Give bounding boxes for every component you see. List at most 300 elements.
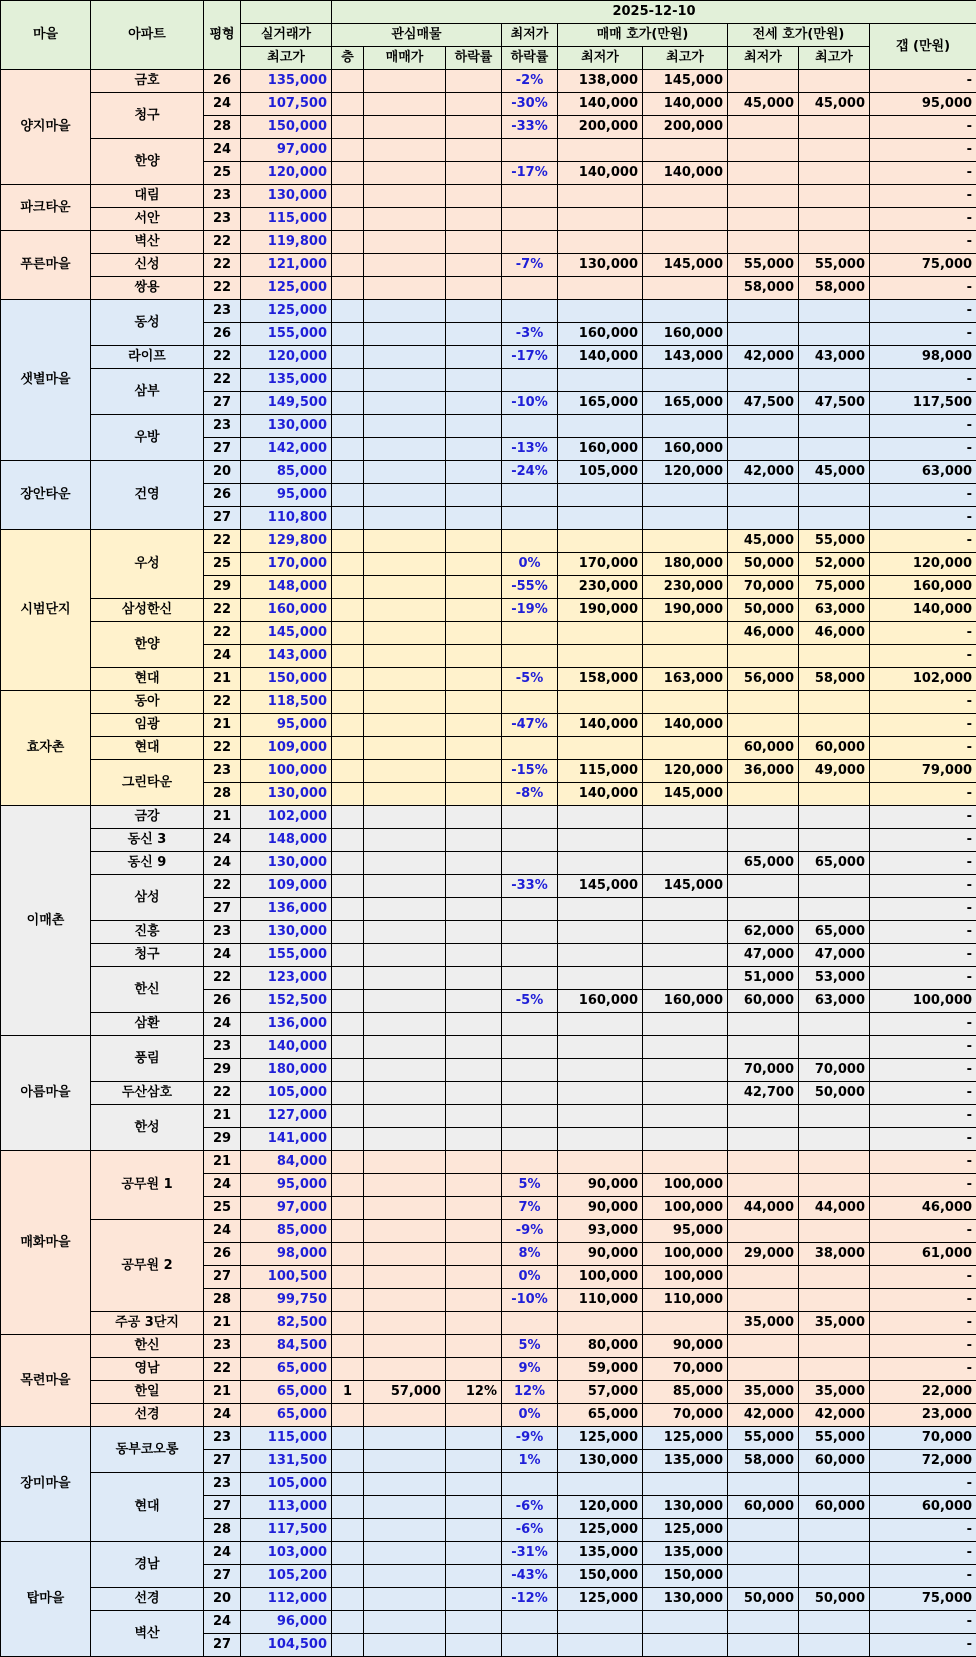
trade-max-cell: 155,000	[241, 944, 332, 967]
gap-cell: -	[870, 1611, 976, 1634]
floor-cell	[332, 415, 364, 438]
sale-max-cell	[643, 691, 728, 714]
min-drop-rate-cell: -19%	[502, 599, 558, 622]
trade-max-cell: 115,000	[241, 1427, 332, 1450]
sale-min-cell: 230,000	[558, 576, 643, 599]
sale-min-cell: 80,000	[558, 1335, 643, 1358]
size-cell: 22	[204, 622, 241, 645]
sale-max-cell	[643, 898, 728, 921]
min-drop-rate-cell	[502, 1082, 558, 1105]
floor-cell	[332, 1496, 364, 1519]
apartment-name-cell: 현대	[91, 1473, 204, 1542]
jeonse-min-cell	[728, 208, 799, 231]
jeonse-min-cell	[728, 783, 799, 806]
drop-rate-cell	[446, 1151, 502, 1174]
apartment-name-cell: 임광	[91, 714, 204, 737]
sale-min-cell: 130,000	[558, 1450, 643, 1473]
jeonse-min-cell	[728, 1542, 799, 1565]
jeonse-min-cell: 44,000	[728, 1197, 799, 1220]
gap-cell: 79,000	[870, 760, 976, 783]
floor-cell	[332, 392, 364, 415]
sale-min-cell: 93,000	[558, 1220, 643, 1243]
drop-rate-cell	[446, 277, 502, 300]
floor-cell	[332, 1128, 364, 1151]
min-drop-rate-cell	[502, 829, 558, 852]
size-cell: 27	[204, 1450, 241, 1473]
drop-rate-cell	[446, 392, 502, 415]
sale-min-cell: 110,000	[558, 1289, 643, 1312]
jeonse-min-cell	[728, 185, 799, 208]
floor-cell	[332, 921, 364, 944]
apartment-name-cell: 쌍용	[91, 277, 204, 300]
sale-max-cell: 145,000	[643, 875, 728, 898]
jeonse-min-cell	[728, 484, 799, 507]
jeonse-min-cell	[728, 714, 799, 737]
min-drop-rate-cell	[502, 1611, 558, 1634]
sale-min-cell	[558, 1473, 643, 1496]
floor-cell	[332, 1312, 364, 1335]
size-cell: 21	[204, 1151, 241, 1174]
sale-min-cell: 90,000	[558, 1174, 643, 1197]
sale-price-cell	[364, 1634, 446, 1657]
apartment-name-cell: 건영	[91, 461, 204, 530]
drop-rate-cell	[446, 369, 502, 392]
jeonse-max-cell	[799, 139, 870, 162]
trade-max-cell: 113,000	[241, 1496, 332, 1519]
drop-rate-cell	[446, 1358, 502, 1381]
sale-max-cell	[643, 369, 728, 392]
min-drop-rate-cell: -6%	[502, 1496, 558, 1519]
jeonse-max-cell	[799, 438, 870, 461]
jeonse-max-cell: 45,000	[799, 93, 870, 116]
size-cell: 24	[204, 645, 241, 668]
size-cell: 23	[204, 921, 241, 944]
sale-min-cell: 200,000	[558, 116, 643, 139]
min-drop-rate-cell: -43%	[502, 1565, 558, 1588]
table-row	[1, 1013, 976, 1036]
sale-min-cell: 145,000	[558, 875, 643, 898]
size-cell: 27	[204, 507, 241, 530]
min-drop-rate-cell	[502, 921, 558, 944]
trade-max-cell: 130,000	[241, 852, 332, 875]
min-drop-rate-cell	[502, 139, 558, 162]
sale-price-cell	[364, 921, 446, 944]
floor-cell	[332, 1220, 364, 1243]
gap-cell: -	[870, 300, 976, 323]
drop-rate-cell	[446, 1220, 502, 1243]
sale-max-cell: 125,000	[643, 1519, 728, 1542]
sale-price-cell	[364, 1427, 446, 1450]
drop-rate-cell	[446, 1174, 502, 1197]
min-drop-rate-cell: -3%	[502, 323, 558, 346]
sale-min-cell	[558, 185, 643, 208]
min-drop-rate-cell: -2%	[502, 70, 558, 93]
drop-rate-cell	[446, 1082, 502, 1105]
apartment-name-cell: 동성	[91, 300, 204, 346]
sale-max-cell	[643, 645, 728, 668]
gap-cell: 63,000	[870, 461, 976, 484]
table-row	[1, 346, 976, 369]
sale-max-cell	[643, 737, 728, 760]
floor-cell	[332, 1450, 364, 1473]
apartment-name-cell: 동아	[91, 691, 204, 714]
gap-cell: 100,000	[870, 990, 976, 1013]
sale-min-cell: 130,000	[558, 254, 643, 277]
floor-cell	[332, 760, 364, 783]
jeonse-max-cell	[799, 1036, 870, 1059]
jeonse-max-cell	[799, 1220, 870, 1243]
gap-cell: -	[870, 162, 976, 185]
trade-max-cell: 120,000	[241, 162, 332, 185]
gap-cell: 61,000	[870, 1243, 976, 1266]
sale-price-cell	[364, 898, 446, 921]
jeonse-max-cell: 50,000	[799, 1588, 870, 1611]
drop-rate-cell	[446, 1312, 502, 1335]
sale-min-cell: 140,000	[558, 93, 643, 116]
floor-cell	[332, 507, 364, 530]
gap-cell: -	[870, 1059, 976, 1082]
trade-max-cell: 143,000	[241, 645, 332, 668]
gap-cell: -	[870, 1358, 976, 1381]
size-cell: 23	[204, 1036, 241, 1059]
drop-rate-cell	[446, 898, 502, 921]
table-row	[1, 185, 976, 208]
sale-price-cell	[364, 185, 446, 208]
floor-cell	[332, 1289, 364, 1312]
sale-max-cell: 180,000	[643, 553, 728, 576]
min-drop-rate-cell: -47%	[502, 714, 558, 737]
table-row	[1, 668, 976, 691]
sale-min-cell	[558, 1634, 643, 1657]
sale-max-cell: 130,000	[643, 1588, 728, 1611]
jeonse-min-cell	[728, 1174, 799, 1197]
sale-price-cell	[364, 484, 446, 507]
sale-max-cell: 100,000	[643, 1174, 728, 1197]
apartment-name-cell: 금강	[91, 806, 204, 829]
gap-cell: -	[870, 231, 976, 254]
jeonse-max-cell: 63,000	[799, 599, 870, 622]
trade-max-cell: 110,800	[241, 507, 332, 530]
table-row	[1, 139, 976, 162]
jeonse-max-cell	[799, 1542, 870, 1565]
sale-price-cell: 57,000	[364, 1381, 446, 1404]
jeonse-max-cell: 75,000	[799, 576, 870, 599]
sale-max-cell	[643, 415, 728, 438]
drop-rate-cell	[446, 1059, 502, 1082]
drop-rate-cell	[446, 507, 502, 530]
gap-cell: -	[870, 139, 976, 162]
size-cell: 21	[204, 714, 241, 737]
sale-price-cell	[364, 599, 446, 622]
gap-cell: -	[870, 415, 976, 438]
trade-max-cell: 85,000	[241, 1220, 332, 1243]
jeonse-min-cell	[728, 1128, 799, 1151]
trade-max-cell: 98,000	[241, 1243, 332, 1266]
jeonse-max-cell: 60,000	[799, 1450, 870, 1473]
table-row	[1, 1335, 976, 1358]
gap-cell: -	[870, 1519, 976, 1542]
size-cell: 21	[204, 668, 241, 691]
jeonse-min-cell: 55,000	[728, 1427, 799, 1450]
floor-cell	[332, 1427, 364, 1450]
min-drop-rate-cell: 0%	[502, 1404, 558, 1427]
sale-max-cell: 135,000	[643, 1542, 728, 1565]
drop-rate-cell	[446, 691, 502, 714]
floor-cell	[332, 1611, 364, 1634]
trade-max-cell: 109,000	[241, 875, 332, 898]
header-drop-rate: 하락률	[446, 47, 502, 70]
sale-max-cell	[643, 1036, 728, 1059]
size-cell: 22	[204, 737, 241, 760]
min-drop-rate-cell: 12%	[502, 1381, 558, 1404]
jeonse-min-cell: 42,000	[728, 461, 799, 484]
trade-max-cell: 150,000	[241, 116, 332, 139]
sale-price-cell	[364, 1542, 446, 1565]
jeonse-min-cell	[728, 1266, 799, 1289]
size-cell: 22	[204, 254, 241, 277]
size-cell: 24	[204, 1013, 241, 1036]
size-cell: 23	[204, 208, 241, 231]
sale-max-cell: 140,000	[643, 162, 728, 185]
sale-price-cell	[364, 668, 446, 691]
gap-cell: -	[870, 806, 976, 829]
sale-max-cell: 145,000	[643, 254, 728, 277]
trade-max-cell: 155,000	[241, 323, 332, 346]
jeonse-min-cell	[728, 1358, 799, 1381]
size-cell: 26	[204, 323, 241, 346]
trade-max-cell: 96,000	[241, 1611, 332, 1634]
drop-rate-cell	[446, 1450, 502, 1473]
jeonse-min-cell: 65,000	[728, 852, 799, 875]
drop-rate-cell	[446, 852, 502, 875]
jeonse-min-cell: 35,000	[728, 1381, 799, 1404]
sale-price-cell	[364, 346, 446, 369]
sale-price-cell	[364, 1565, 446, 1588]
jeonse-max-cell: 60,000	[799, 737, 870, 760]
sale-price-cell	[364, 162, 446, 185]
min-drop-rate-cell: -17%	[502, 162, 558, 185]
table-row	[1, 852, 976, 875]
min-drop-rate-cell: 8%	[502, 1243, 558, 1266]
sale-price-cell	[364, 760, 446, 783]
sale-min-cell: 160,000	[558, 990, 643, 1013]
sale-min-cell	[558, 1611, 643, 1634]
village-name-cell: 효자촌	[1, 691, 91, 806]
min-drop-rate-cell	[502, 944, 558, 967]
floor-cell	[332, 967, 364, 990]
gap-cell: 23,000	[870, 1404, 976, 1427]
floor-cell	[332, 254, 364, 277]
apartment-name-cell: 서안	[91, 208, 204, 231]
sale-price-cell	[364, 1243, 446, 1266]
sale-price-cell	[364, 415, 446, 438]
apartment-name-cell: 한일	[91, 1381, 204, 1404]
sale-min-cell: 190,000	[558, 599, 643, 622]
sale-price-cell	[364, 1013, 446, 1036]
sale-price-cell	[364, 1036, 446, 1059]
drop-rate-cell	[446, 484, 502, 507]
drop-rate-cell	[446, 461, 502, 484]
trade-max-cell: 95,000	[241, 714, 332, 737]
jeonse-min-cell: 47,500	[728, 392, 799, 415]
table-row	[1, 1358, 976, 1381]
table-row	[1, 1312, 976, 1335]
gap-cell: -	[870, 737, 976, 760]
size-cell: 23	[204, 185, 241, 208]
gap-cell: -	[870, 875, 976, 898]
floor-cell	[332, 737, 364, 760]
floor-cell	[332, 530, 364, 553]
sale-min-cell	[558, 415, 643, 438]
size-cell: 29	[204, 1128, 241, 1151]
size-cell: 24	[204, 1611, 241, 1634]
size-cell: 28	[204, 1519, 241, 1542]
table-row	[1, 1151, 976, 1174]
apartment-name-cell: 청구	[91, 93, 204, 139]
sale-max-cell	[643, 507, 728, 530]
apartment-name-cell: 공무원 1	[91, 1151, 204, 1220]
sale-max-cell	[643, 921, 728, 944]
village-name-cell: 샛별마을	[1, 300, 91, 461]
drop-rate-cell	[446, 1105, 502, 1128]
floor-cell	[332, 1634, 364, 1657]
sale-max-cell	[643, 1013, 728, 1036]
sale-price-cell	[364, 1312, 446, 1335]
size-cell: 20	[204, 461, 241, 484]
drop-rate-cell	[446, 1519, 502, 1542]
sale-price-cell	[364, 1082, 446, 1105]
jeonse-max-cell: 55,000	[799, 254, 870, 277]
trade-max-cell: 120,000	[241, 346, 332, 369]
trade-max-cell: 148,000	[241, 576, 332, 599]
sale-price-cell	[364, 875, 446, 898]
trade-max-cell: 95,000	[241, 1174, 332, 1197]
size-cell: 22	[204, 277, 241, 300]
jeonse-max-cell: 65,000	[799, 852, 870, 875]
apartment-name-cell: 선경	[91, 1404, 204, 1427]
apartment-name-cell: 한성	[91, 1105, 204, 1151]
size-cell: 26	[204, 1243, 241, 1266]
sale-price-cell	[364, 323, 446, 346]
table-row	[1, 737, 976, 760]
trade-max-cell: 65,000	[241, 1358, 332, 1381]
apartment-name-cell: 현대	[91, 668, 204, 691]
gap-cell: -	[870, 507, 976, 530]
drop-rate-cell	[446, 1496, 502, 1519]
size-cell: 22	[204, 967, 241, 990]
gap-cell: -	[870, 1013, 976, 1036]
trade-max-cell: 130,000	[241, 921, 332, 944]
gap-cell: 140,000	[870, 599, 976, 622]
min-drop-rate-cell	[502, 1013, 558, 1036]
size-cell: 27	[204, 1565, 241, 1588]
trade-max-cell: 119,800	[241, 231, 332, 254]
trade-max-cell: 136,000	[241, 1013, 332, 1036]
apartment-name-cell: 풍림	[91, 1036, 204, 1082]
sale-price-cell	[364, 622, 446, 645]
jeonse-min-cell	[728, 507, 799, 530]
floor-cell: 1	[332, 1381, 364, 1404]
header-trade-spacer	[241, 1, 332, 24]
header-sale-max: 최고가	[643, 47, 728, 70]
sale-min-cell	[558, 622, 643, 645]
table-row	[1, 93, 976, 116]
table-row	[1, 760, 976, 783]
sale-min-cell: 160,000	[558, 438, 643, 461]
apartment-name-cell: 한양	[91, 139, 204, 185]
floor-cell	[332, 484, 364, 507]
size-cell: 27	[204, 438, 241, 461]
jeonse-min-cell: 50,000	[728, 599, 799, 622]
floor-cell	[332, 1151, 364, 1174]
sale-min-cell	[558, 1036, 643, 1059]
sale-price-cell	[364, 1289, 446, 1312]
header-floor: 층	[332, 47, 364, 70]
size-cell: 22	[204, 1082, 241, 1105]
apartment-name-cell: 선경	[91, 1588, 204, 1611]
sale-price-cell	[364, 1335, 446, 1358]
drop-rate-cell	[446, 576, 502, 599]
jeonse-min-cell	[728, 139, 799, 162]
sale-min-cell	[558, 139, 643, 162]
floor-cell	[332, 1588, 364, 1611]
jeonse-max-cell	[799, 1266, 870, 1289]
apartment-name-cell: 진흥	[91, 921, 204, 944]
sale-max-cell: 100,000	[643, 1197, 728, 1220]
trade-max-cell: 109,000	[241, 737, 332, 760]
min-drop-rate-cell: -12%	[502, 1588, 558, 1611]
table-row	[1, 944, 976, 967]
sale-price-cell	[364, 1358, 446, 1381]
gap-cell: -	[870, 1266, 976, 1289]
jeonse-min-cell: 62,000	[728, 921, 799, 944]
gap-cell: -	[870, 1174, 976, 1197]
floor-cell	[332, 1013, 364, 1036]
sale-max-cell	[643, 806, 728, 829]
trade-max-cell: 105,000	[241, 1082, 332, 1105]
jeonse-max-cell: 65,000	[799, 921, 870, 944]
sale-price-cell	[364, 783, 446, 806]
size-cell: 22	[204, 346, 241, 369]
gap-cell: -	[870, 783, 976, 806]
trade-max-cell: 130,000	[241, 415, 332, 438]
min-drop-rate-cell	[502, 691, 558, 714]
size-cell: 20	[204, 1588, 241, 1611]
min-drop-rate-cell: 7%	[502, 1197, 558, 1220]
floor-cell	[332, 783, 364, 806]
sale-price-cell	[364, 1611, 446, 1634]
sale-min-cell: 150,000	[558, 1565, 643, 1588]
drop-rate-cell	[446, 1197, 502, 1220]
trade-max-cell: 152,500	[241, 990, 332, 1013]
jeonse-max-cell	[799, 691, 870, 714]
header-trade: 실거래가	[241, 24, 332, 47]
jeonse-min-cell: 42,000	[728, 1404, 799, 1427]
floor-cell	[332, 208, 364, 231]
jeonse-max-cell: 52,000	[799, 553, 870, 576]
apartment-name-cell: 영남	[91, 1358, 204, 1381]
trade-max-cell: 160,000	[241, 599, 332, 622]
table-row	[1, 967, 976, 990]
floor-cell	[332, 668, 364, 691]
sale-min-cell: 135,000	[558, 1542, 643, 1565]
drop-rate-cell	[446, 530, 502, 553]
jeonse-min-cell: 45,000	[728, 93, 799, 116]
size-cell: 24	[204, 93, 241, 116]
min-drop-rate-cell: -33%	[502, 875, 558, 898]
sale-price-cell	[364, 208, 446, 231]
sale-price-cell	[364, 507, 446, 530]
